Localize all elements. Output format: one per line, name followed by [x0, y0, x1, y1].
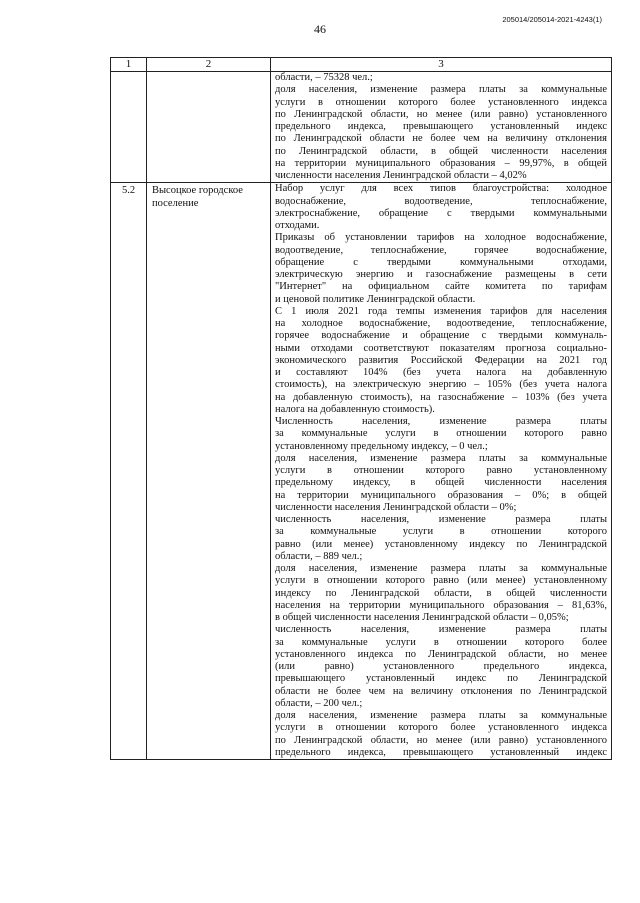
text-line: услуги в отношении которого более установленного индекса [275, 96, 607, 108]
text-line: отходами. [275, 220, 320, 231]
table-row-continuation [111, 72, 612, 183]
text-line: электроснабжение, обращение с твердыми коммунальными [275, 207, 607, 219]
text-line: услуги в отношении которого равно (или менее) установленному [275, 575, 607, 587]
text-line: доля населения, изменение размера платы за коммунальные [275, 563, 607, 574]
text-line: водоотведение, теплоснабжение, горячее водоснабжение, [275, 244, 607, 256]
text-line: обращение с твердыми коммунальными отходами, [275, 256, 607, 268]
text-line: на добавленную стоимость), на газоснабжение – 103% (без учета [275, 391, 607, 403]
text-line: и ценовой политике Ленинградской области. [275, 293, 476, 305]
text-line: за коммунальные услуги в отношении которого [275, 526, 607, 538]
column-number-row [111, 58, 612, 72]
text-line: "Интернет" на официальном сайте комитета по тарифам [275, 281, 607, 293]
text-line: превышающего установленный индекс по Ленинградской [275, 673, 607, 685]
row-name-cell: Высоцкое городское поселение [147, 183, 271, 760]
text-line: за коммунальные услуги в отношении которого более [275, 636, 607, 648]
text-line: налога на добавленную стоимость). [275, 403, 435, 415]
text-line: численности населения Ленинградской области – 4,02% [275, 170, 527, 181]
text-line: на холодное водоснабжение, водоотведение, теплоснабжение, [275, 318, 607, 329]
text-line: численность населения, изменение размера платы [275, 514, 607, 525]
text-line: С 1 июля 2021 года темпы изменения тарифов для населения [275, 305, 607, 317]
document-code: 205014/205014-2021-4243(1) [502, 15, 602, 24]
text-line: населения на территории муниципального образования – 81,63%, [275, 599, 607, 611]
text-line: Численность населения, изменение размера платы [275, 416, 607, 427]
page-number: 46 [314, 22, 326, 36]
text-line: экономического развития Российской Федерации на 2021 год [275, 354, 607, 366]
text-line: Набор услуг для всех типов благоустройства: холодное [275, 183, 607, 195]
text-line: доля населения, изменение размера платы за коммунальные [275, 452, 607, 464]
text-line: услуги в отношении которого равно установленному [275, 465, 607, 476]
text-line: (или равно) установленного предельного индекса, [275, 661, 607, 672]
tariff-table [110, 57, 612, 760]
text-line: установленному предельному индексу, – 0 чел.; [275, 440, 488, 452]
text-line: области, – 200 чел.; [275, 697, 363, 709]
text-line: численности населения Ленинградской области – 0%; [275, 501, 517, 513]
text-line: области, – 889 чел.; [275, 550, 363, 562]
column-header-3: 3 [271, 58, 612, 72]
text-line: электрическую энергию и газоснабжение размещены в сети [275, 269, 607, 280]
text-line: Приказы об установлении тарифов на холодное водоснабжение, [275, 232, 607, 244]
column-header-2: 2 [147, 58, 271, 72]
text-line: стоимость), на электрическую энергию – 105% (без учета налога [275, 379, 607, 391]
text-line: равно (или менее) установленному индексу по Ленинградской [275, 538, 607, 550]
text-line: в общей численности населения Ленинградской области – 0,05%; [275, 612, 569, 623]
text-line: области, – 75328 чел.; [275, 72, 373, 83]
text-line: по Ленинградской области не более чем на величину отклонения [275, 133, 607, 145]
row-description-cell [271, 72, 612, 183]
text-line: области не более чем на величину отклонения по Ленинградской [275, 685, 607, 697]
text-line: по Ленинградской области, но менее (или равно) установленного [275, 108, 607, 120]
text-line: за коммунальные услуги в отношении которого равно [275, 428, 607, 440]
text-line: предельного индекса, превышающего установленный индекс [275, 121, 607, 132]
row-name-cell [147, 72, 271, 183]
text-line: услуги в отношении которого более установленного индекса [275, 722, 607, 734]
text-line: численность населения, изменение размера платы [275, 624, 607, 636]
text-line: и составляют 104% (без учета налога на добавленную [275, 367, 607, 378]
text-line: ными отходами соответствуют показателям прогноза социально- [275, 342, 607, 354]
text-line: доля населения, изменение размера платы за коммунальные [275, 84, 607, 96]
text-line: индексу по Ленинградской области, в общей численности [275, 587, 607, 599]
row-number-cell: 5.2 [111, 183, 147, 760]
text-line: предельного индекса, превышающего установленный индекс [275, 746, 607, 758]
text-line: по Ленинградской области, в общей численности населения [275, 145, 607, 157]
table-row-5-2 [111, 183, 612, 760]
row-number-cell [111, 72, 147, 183]
text-line: доля населения, изменение размера платы за коммунальные [275, 710, 607, 721]
text-line: по Ленинградской области, но менее (или равно) установленного [275, 734, 607, 746]
text-line: горячее водоснабжение и обращение с твердыми коммуналь- [275, 330, 607, 342]
text-line: водоснабжение, водоотведение, теплоснабжение, [275, 195, 607, 207]
row-description-cell [271, 183, 612, 760]
text-line: на территории муниципального образования – 0%; в общей [275, 489, 607, 501]
text-line: установленного индекса по Ленинградской области, но менее [275, 648, 607, 660]
text-line: на территории муниципального образования – 99,97%, в общей [275, 157, 607, 169]
text-line: предельному индексу, в общей численности населения [275, 477, 607, 489]
column-header-1: 1 [111, 58, 147, 72]
